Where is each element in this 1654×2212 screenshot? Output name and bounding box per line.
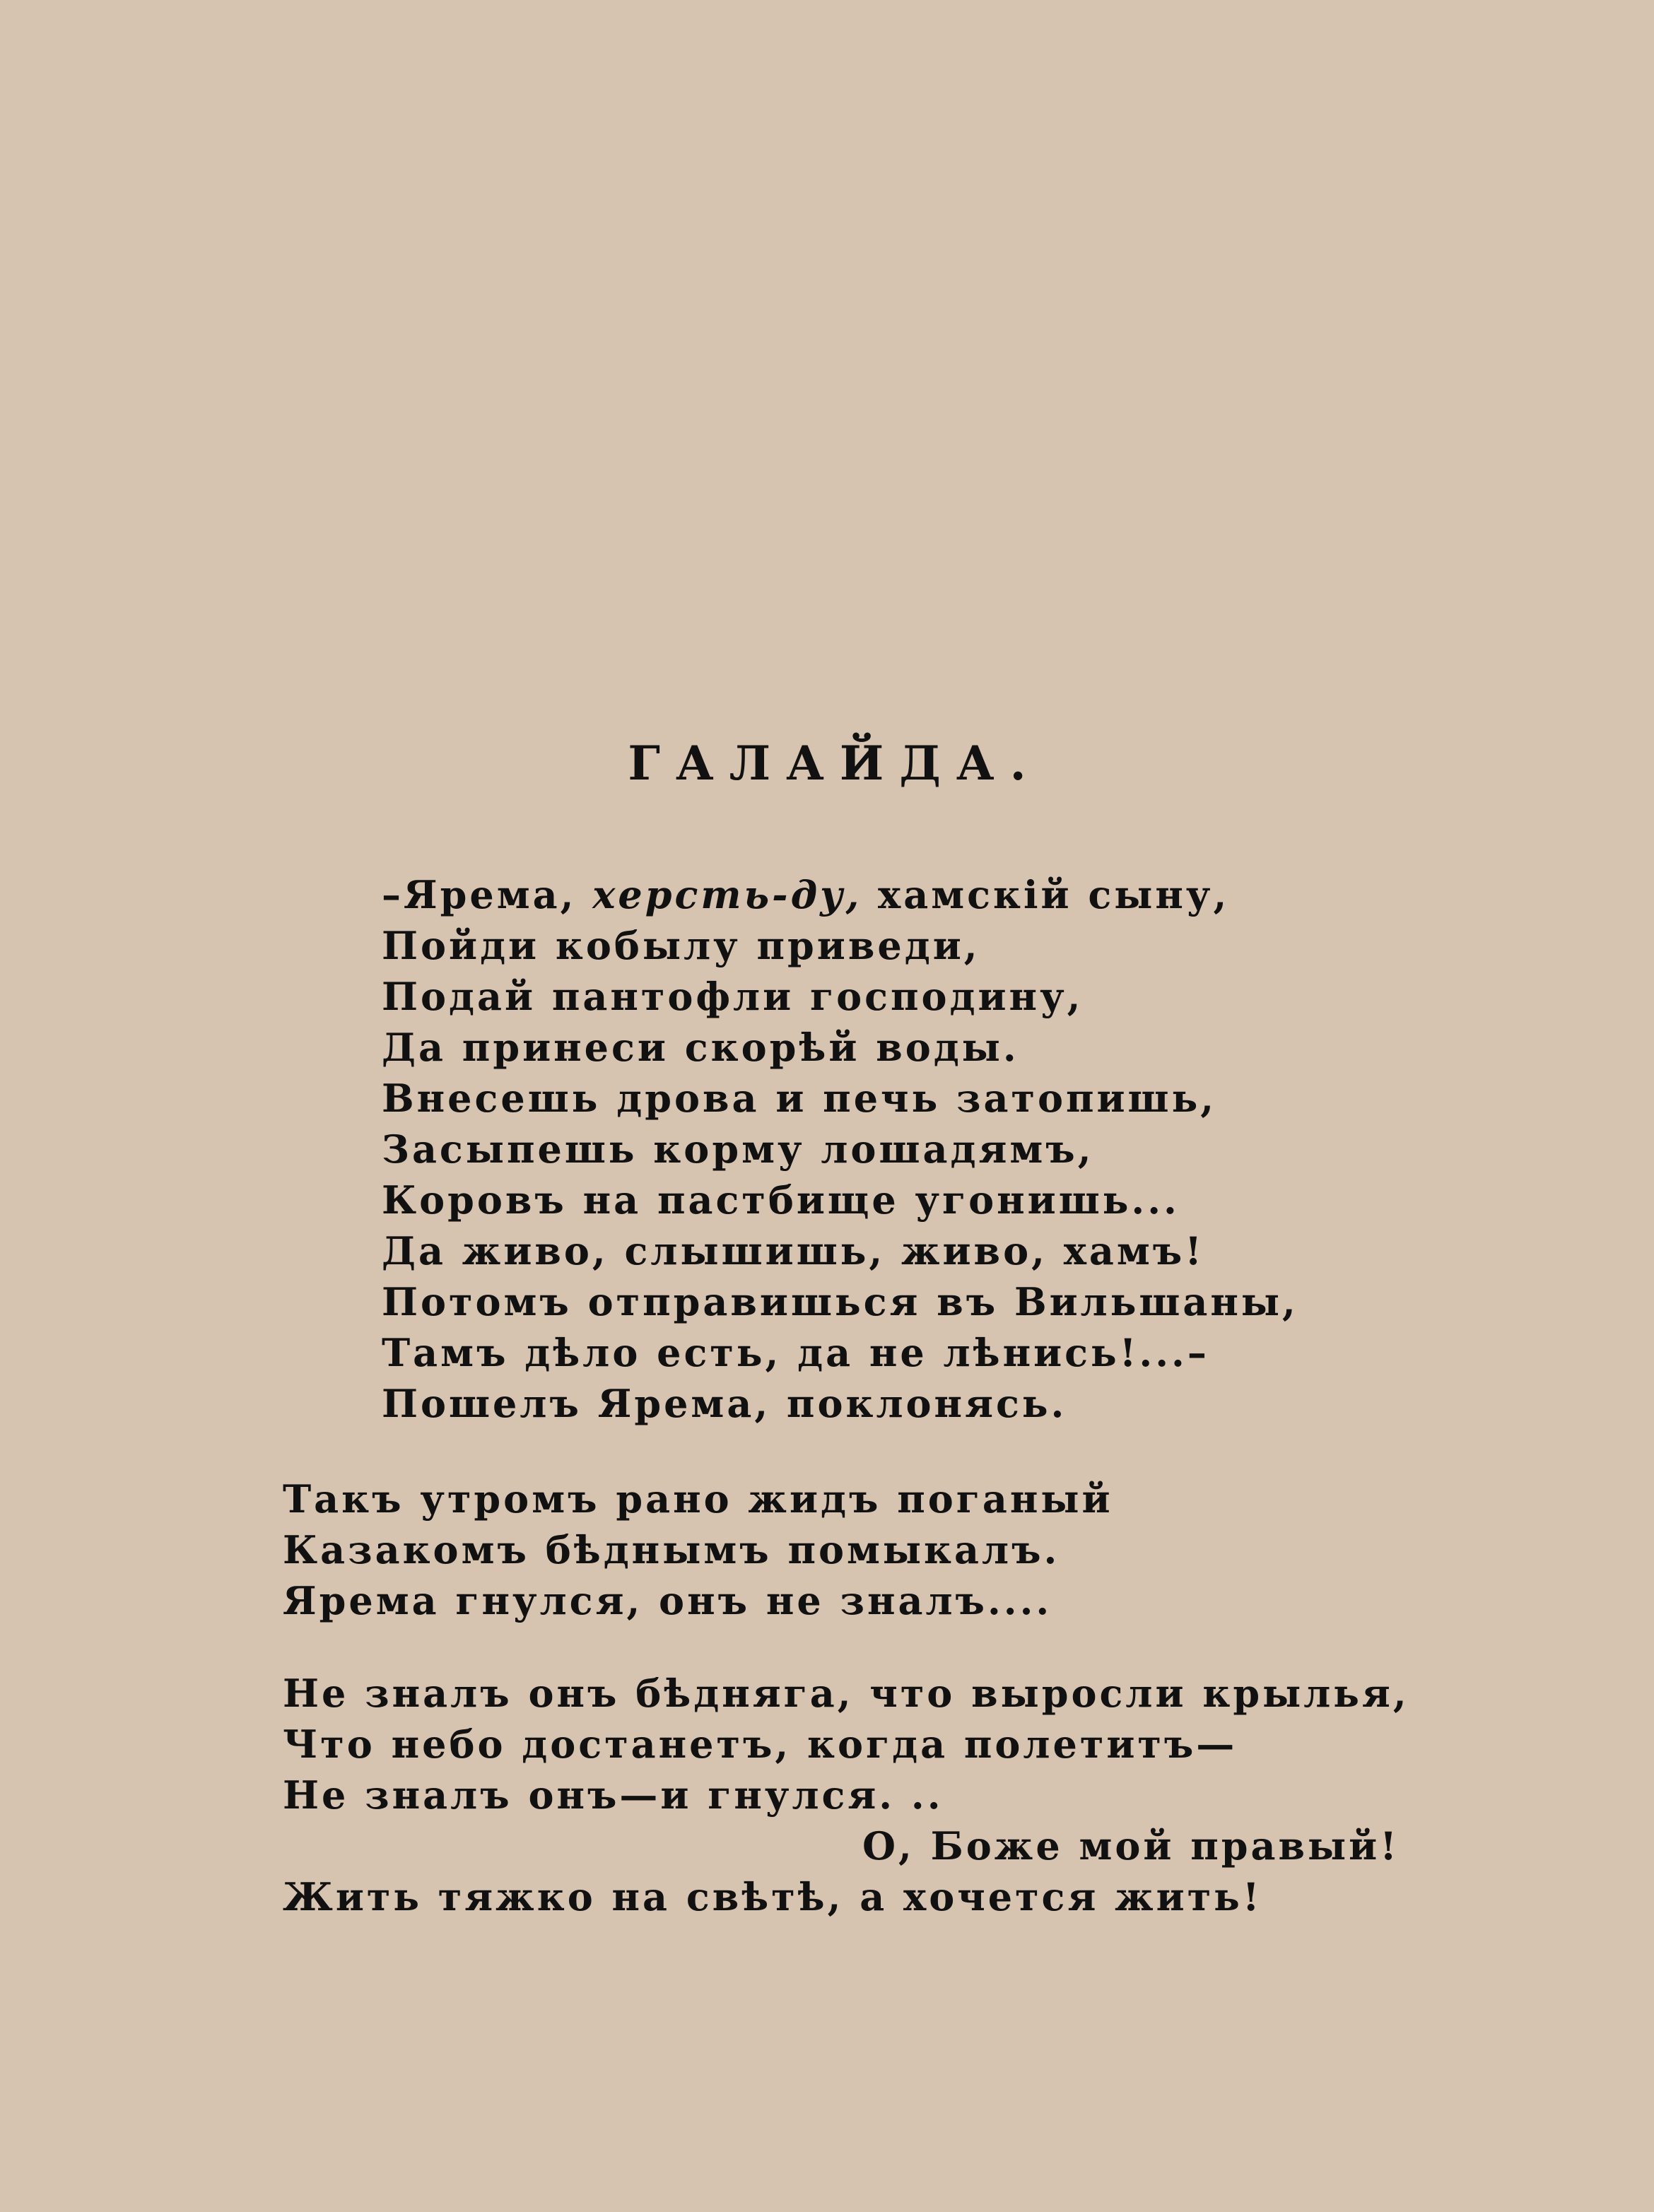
stanza-1-line-1 <box>382 869 1298 920</box>
stanza-1-line-5: Внесешь дрова и печь затопишь, <box>382 1076 1217 1121</box>
poem-title: ГАЛАЙДА. <box>628 736 1042 791</box>
stanza-1-line-2: Пойди кобылу приведи, <box>382 923 980 968</box>
stanza-1-line-7: Коровъ на пастбище угонишь... <box>382 1177 1180 1223</box>
stanza-3-line-1: Не зналъ онъ бѣдняга, что выросли крылья, <box>283 1671 1409 1716</box>
stanza-1-line-11: Пошелъ Ярема, поклонясь. <box>382 1381 1067 1426</box>
stanza-1-line-9: Потомъ отправишься въ Вильшаны, <box>382 1279 1298 1324</box>
stanza-2 <box>283 1473 1113 1626</box>
line-1-end: хамскій сыну, <box>862 872 1230 917</box>
stanza-2-line-3: Ярема гнулся, онъ не зналъ.... <box>283 1578 1052 1623</box>
stanza-1-line-6: Засыпешь корму лошадямъ, <box>382 1126 1094 1172</box>
stanza-1-line-8: Да живо, слышишь, живо, хамъ! <box>382 1228 1204 1273</box>
stanza-3-line-5: Жить тяжко на свѣтѣ, а хочется жить! <box>283 1874 1262 1919</box>
line-1-start: –Ярема, <box>382 872 593 917</box>
stanza-3-line-4: О, Боже мой правый! <box>862 1823 1400 1869</box>
stanza-3-line-2: Что небо достанетъ, когда полетитъ— <box>283 1722 1238 1767</box>
line-1-italic-phrase: херсть-ду, <box>592 872 862 917</box>
stanza-3 <box>283 1668 1409 1922</box>
stanza-1-line-3: Подай пантофли господину, <box>382 974 1084 1019</box>
stanza-1 <box>382 869 1298 1429</box>
stanza-1-line-4: Да принеси скорѣй воды. <box>382 1025 1019 1070</box>
stanza-1-line-10: Тамъ дѣло есть, да не лѣнись!...– <box>382 1330 1209 1375</box>
stanza-2-line-2: Казакомъ бѣднымъ помыкалъ. <box>283 1527 1060 1572</box>
stanza-3-line-3: Не зналъ онъ—и гнулся. .. <box>283 1772 944 1818</box>
stanza-2-line-1: Такъ утромъ рано жидъ поганый <box>283 1476 1113 1522</box>
